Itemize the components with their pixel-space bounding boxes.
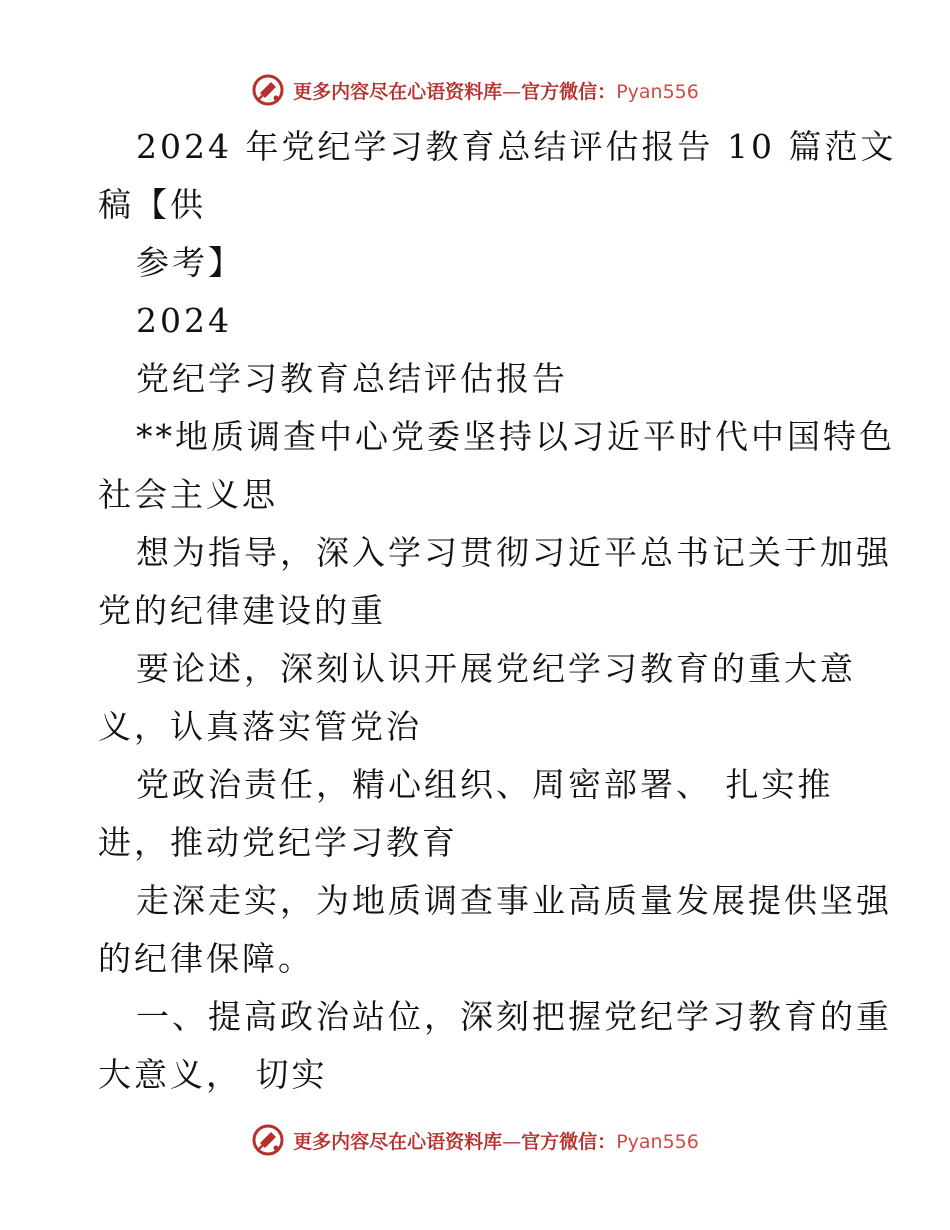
header-watermark xyxy=(0,70,950,110)
watermark-separator: — xyxy=(502,1130,522,1153)
brand-logo-icon xyxy=(251,1123,285,1157)
watermark-text xyxy=(293,77,699,104)
document-line: 党政治责任，精心组织、周密部署、 扎实推 xyxy=(136,765,834,804)
watermark-label: 官方微信： xyxy=(521,80,617,103)
document-line: 走深走实，为地质调查事业高质量发展提供坚强 xyxy=(136,881,892,920)
watermark-brand: 更多内容尽在心语资料库 xyxy=(293,1130,503,1153)
document-line: 党的纪律建设的重 xyxy=(98,591,386,630)
watermark-label: 官方微信： xyxy=(521,1130,617,1153)
document-line: 2024 xyxy=(136,301,232,340)
footer-watermark xyxy=(0,1120,950,1160)
document-line: 一、提高政治站位，深刻把握党纪学习教育的重 xyxy=(136,997,892,1036)
document-line: 大意义， 切实 xyxy=(98,1055,328,1094)
document-line: 义，认真落实管党治 xyxy=(98,707,422,746)
document-line: 稿【供 xyxy=(98,185,206,224)
watermark-separator: — xyxy=(502,80,522,103)
document-line: 党纪学习教育总结评估报告 xyxy=(136,359,568,398)
document-line: **地质调查中心党委坚持以习近平时代中国特色 xyxy=(136,417,895,456)
document-line: 2024 年党纪学习教育总结评估报告 10 篇范文 xyxy=(136,127,897,166)
document-line: 的纪律保障。 xyxy=(98,939,314,978)
document-line: 参考】 xyxy=(136,243,244,282)
document-body xyxy=(98,118,897,1104)
watermark-account: Pyan556 xyxy=(616,1130,699,1153)
document-line: 要论述，深刻认识开展党纪学习教育的重大意 xyxy=(136,649,856,688)
document-line: 想为指导，深入学习贯彻习近平总书记关于加强 xyxy=(136,533,892,572)
watermark-text xyxy=(293,1127,699,1154)
watermark-account: Pyan556 xyxy=(616,80,699,103)
document-line: 进，推动党纪学习教育 xyxy=(98,823,458,862)
document-line: 社会主义思 xyxy=(98,475,278,514)
watermark-brand: 更多内容尽在心语资料库 xyxy=(293,80,503,103)
brand-logo-icon xyxy=(251,73,285,107)
